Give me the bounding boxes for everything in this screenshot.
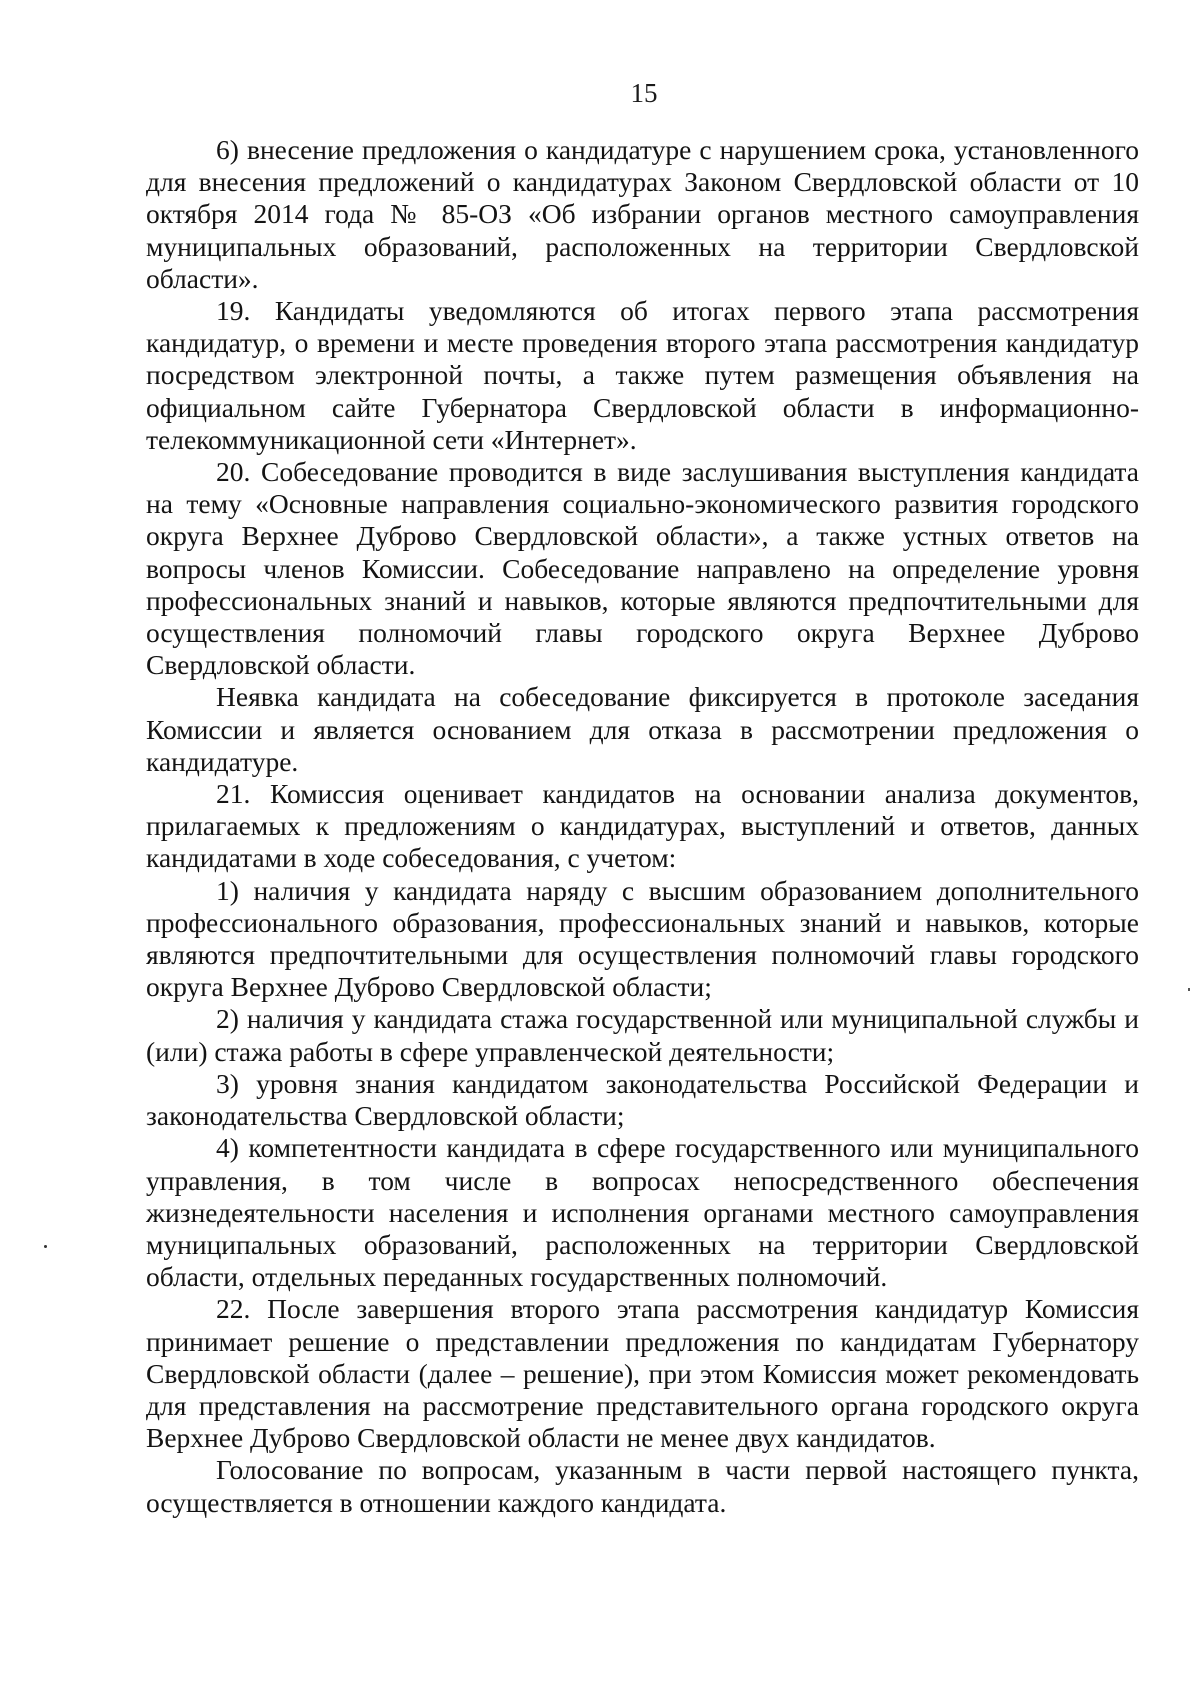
page-number: 15 [630,78,658,108]
scan-speck [1188,988,1190,991]
paragraph-clause-21: 21. Комиссия оценивает кандидатов на основании анализа документов, прилагаемых к предложениям о кандидатурах, выступлений и ответов, данных кандидатами в ходе собеседования, с учетом: [146,778,1139,874]
paragraph-clause-20: 20. Собеседование проводится в виде заслушивания выступления кандидата на тему «Основные направления социально-экономического развития городского округа Верхнее Дуброво Свердловской области», а также устных ответов на вопросы членов Комиссии. Собеседование направлено на определение уровня профессиональных знаний и навыков, которые являются предпочтительными для осуществления полномочий главы городского округа Верхнее Дуброво Свердловской области. [146,456,1139,681]
paragraph-clause-19: 19. Кандидаты уведомляются об итогах первого этапа рассмотрения кандидатур, о времени и месте проведения второго этапа рассмотрения кандидатур посредством электронной почты, а также путем размещения объявления на официальном сайте Губернатора Свердловской области в информационно-телекоммуникационной сети «Интернет». [146,295,1139,455]
paragraph-criterion-2: 2) наличия у кандидата стажа государственной или муниципальной службы и (или) стажа работы в сфере управленческой деятельности; [146,1003,1139,1067]
document-body [146,134,1139,1519]
paragraph-item-6: 6) внесение предложения о кандидатуре с нарушением срока, установленного для внесения предложений о кандидатурах Законом Свердловской области от 10 октября 2014 года № 85-ОЗ «Об избрании органов местного самоуправления муниципальных образований, расположенных на территории Свердловской области». [146,134,1139,294]
paragraph-no-show: Неявка кандидата на собеседование фиксируется в протоколе заседания Комиссии и является основанием для отказа в рассмотрении предложения о кандидатуре. [146,681,1139,777]
paragraph-criterion-1: 1) наличия у кандидата наряду с высшим образованием дополнительного профессионального образования, профессиональных знаний и навыков, которые являются предпочтительными для осуществления полномочий главы городского округа Верхнее Дуброво Свердловской области; [146,874,1139,1003]
scan-speck [44,1245,47,1248]
paragraph-clause-22: 22. После завершения второго этапа рассмотрения кандидатур Комиссия принимает решение о представлении предложения по кандидатам Губернатору Свердловской области (далее – решение), при этом Комиссия может рекомендовать для представления на рассмотрение представительного органа городского округа Верхнее Дуброво Свердловской области не менее двух кандидатов. [146,1293,1139,1454]
paragraph-voting: Голосование по вопросам, указанным в части первой настоящего пункта, осуществляется в отношении каждого кандидата. [146,1454,1139,1518]
paragraph-criterion-3: 3) уровня знания кандидатом законодательства Российской Федерации и законодательства Свердловской области; [146,1067,1139,1132]
paragraph-criterion-4: 4) компетентности кандидата в сфере государственного или муниципального управления, в том числе в вопросах непосредственного обеспечения жизнедеятельности населения и исполнения органами местного самоуправления муниципальных образований, расположенных на территории Свердловской области, отдельных переданных государственных полномочий. [146,1132,1139,1293]
